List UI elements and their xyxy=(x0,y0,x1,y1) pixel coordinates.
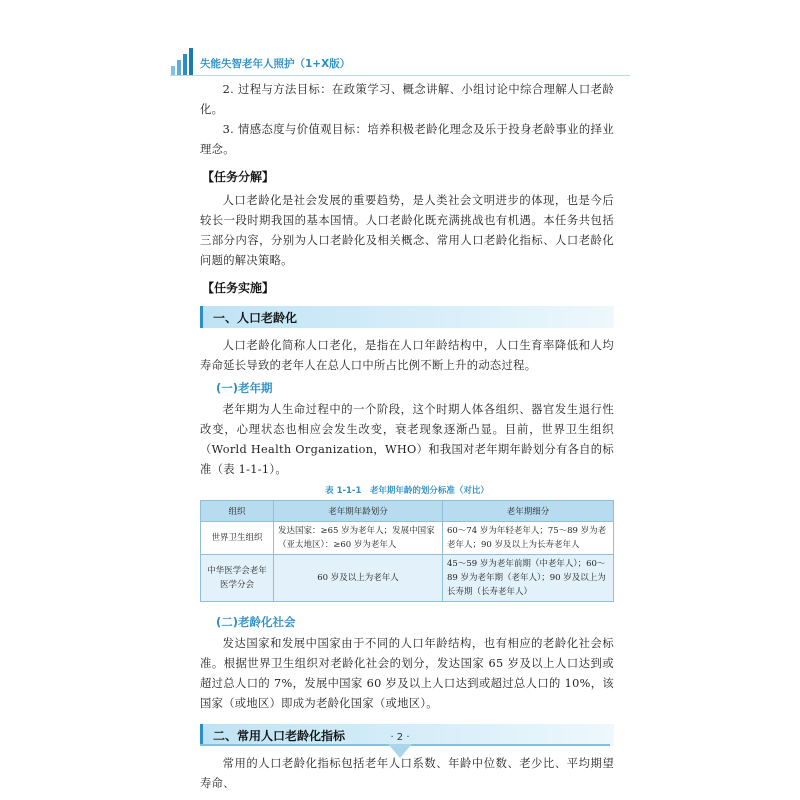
table-cell: 60 岁及以上为老年人 xyxy=(274,555,443,602)
header-divider xyxy=(170,75,630,76)
bar-chart-logo-icon xyxy=(170,48,200,76)
age-standard-table xyxy=(200,500,614,602)
running-header xyxy=(170,44,630,84)
page-body xyxy=(200,80,614,794)
subsection-old-age-text: 老年期为人生命过程中的一个阶段，这个时期人体各组织、器官发生退行性改变，心理状态也相应会发生改变，衰老现象逐渐凸显。目前，世界卫生组织（World Health Organization，WHO）和我国对老年期年龄划分有各自的标准（表 1-1-1）。 xyxy=(200,403,614,476)
task-breakdown-heading: 【任务分解】 xyxy=(202,170,275,184)
table-caption: 表 1-1-1 老年期年龄的划分标准（对比） xyxy=(325,486,489,496)
table-header-cell: 老年期年龄划分 xyxy=(274,501,443,522)
table-cell: 发达国家：≥65 岁为老年人；发展中国家（亚太地区）：≥60 岁为老年人 xyxy=(274,522,443,555)
table-row xyxy=(201,522,614,555)
table-header-row xyxy=(201,501,614,522)
table-cell: 60～74 岁为年轻老年人；75～89 岁为老老年人；90 岁及以上为长寿老年人 xyxy=(443,522,614,555)
subsection-aging-society-text: 发达国家和发展中国家由于不同的人口年龄结构，也有相应的老龄化社会标准。根据世界卫生组织对老龄化社会的划分，发达国家 65 岁及以上人口达到或超过总人口的 7%，发展中国家 60 岁及以上人口达到或超过总人口的 10%，该国家（或地区）即成为老龄化国家（或地区）。 xyxy=(200,637,614,710)
footer-triangle-icon xyxy=(388,744,412,758)
page-number: · 2 · xyxy=(390,732,410,743)
section-1-title: 一、人口老龄化 xyxy=(213,311,298,325)
task-breakdown-text: 人口老龄化是社会发展的重要趋势，是人类社会文明进步的体现，也是今后较长一段时期我国的基本国情。人口老龄化既充满挑战也有机遇。本任务共包括三部分内容，分别为人口老龄化及相关概念、常用人口老龄化指标、人口老龄化问题的解决策略。 xyxy=(200,194,614,267)
table-cell: 45～59 岁为老年前期（中老年人）；60～89 岁为老年期（老年人）；90 岁及以上为长寿期（长寿老年人） xyxy=(443,555,614,602)
goal-3: 3. 情感态度与价值观目标：培养积极老龄化理念及乐于投身老龄事业的择业理念。 xyxy=(200,123,614,156)
task-impl-heading: 【任务实施】 xyxy=(202,281,275,295)
goal-2: 2. 过程与方法目标：在政策学习、概念讲解、小组讨论中综合理解人口老龄化。 xyxy=(200,83,614,116)
table-cell: 中华医学会老年医学分会 xyxy=(201,555,274,602)
table-row xyxy=(201,555,614,602)
table-cell: 世界卫生组织 xyxy=(201,522,274,555)
table-header-cell: 组织 xyxy=(201,501,274,522)
subsection-aging-society-title: (二)老龄化社会 xyxy=(216,615,296,629)
section-1-bar xyxy=(200,306,614,328)
section-2-title: 二、常用人口老龄化指标 xyxy=(213,729,346,743)
subsection-old-age-title: (一)老年期 xyxy=(216,381,273,395)
section-1-intro: 人口老龄化简称人口老化，是指在人口年龄结构中，人口生育率降低和人均寿命延长导致的老年人在总人口中所占比例不断上升的动态过程。 xyxy=(200,339,614,372)
table-header-cell: 老年期细分 xyxy=(443,501,614,522)
book-title: 失能失智老年人照护（1+X版） xyxy=(200,58,351,70)
section-2-text: 常用的人口老龄化指标包括老年人口系数、年龄中位数、老少比、平均期望寿命、 xyxy=(200,757,614,790)
